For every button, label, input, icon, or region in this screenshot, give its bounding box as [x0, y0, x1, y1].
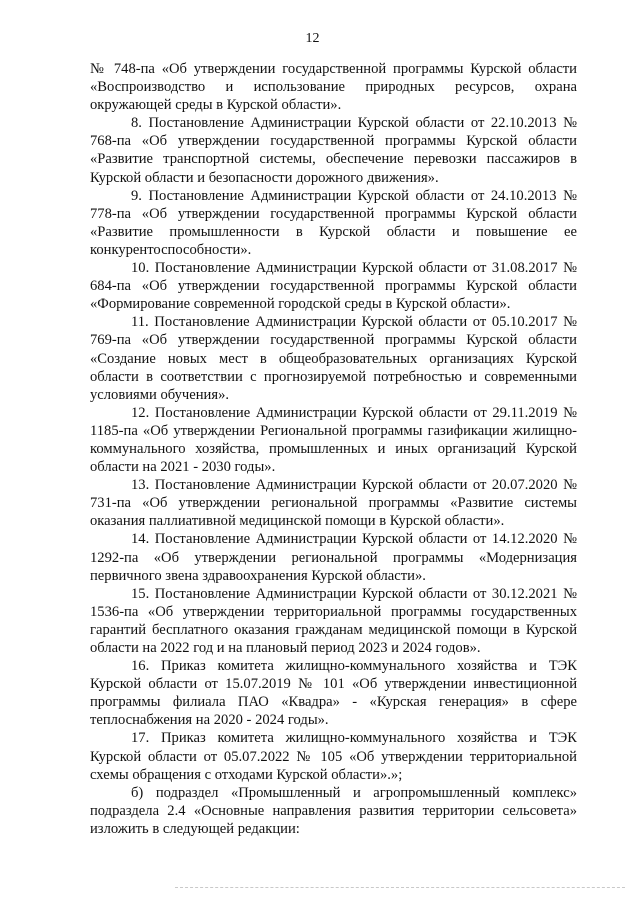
document-body: [90, 60, 577, 838]
page-number: 12: [305, 31, 320, 46]
paragraph: 10. Постановление Администрации Курской области от 31.08.2017 № 684-па «Об утверждении государственной программы Курской области «Формирование современной городской среды в Курской области».: [90, 260, 577, 313]
paragraph: 17. Приказ комитета жилищно-коммунального хозяйства и ТЭК Курской области от 05.07.2022 № 105 «Об утверждении территориальной схемы обращения с отходами Курской области».»;: [90, 730, 577, 783]
paragraph: 11. Постановление Администрации Курской области от 05.10.2017 № 769-па «Об утверждении государственной программы Курской области «Создание новых мест в общеобразовательных организациях Курской области в соответствии с прогнозируемой потребностью и современными условиями обучения».: [90, 314, 577, 403]
footer-divider: [175, 887, 625, 888]
paragraph: 12. Постановление Администрации Курской области от 29.11.2019 № 1185-па «Об утверждении Региональной программы газификации жилищно-коммунального хозяйства, промышленных и иных организаций Курской области на 2021 - 2030 годы».: [90, 404, 577, 476]
paragraph: б) подраздел «Промышленный и агропромышленный комплекс» подраздела 2.4 «Основные направления развития территории сельсовета» изложить в следующей редакции:: [90, 784, 577, 837]
paragraph: № 748-па «Об утверждении государственной программы Курской области «Воспроизводство и использование природных ресурсов, охрана окружающей среды в Курской области».: [90, 61, 577, 114]
paragraph: 15. Постановление Администрации Курской области от 30.12.2021 № 1536-па «Об утверждении территориальной программы государственных гарантий бесплатного оказания гражданам медицинской помощи в Курской области на 2022 год и на плановый период 2023 и 2024 годов».: [90, 585, 577, 656]
paragraph: 13. Постановление Администрации Курской области от 20.07.2020 № 731-па «Об утверждении региональной программы «Развитие системы оказания паллиативной медицинской помощи в Курской области».: [90, 477, 577, 530]
paragraph: 9. Постановление Администрации Курской области от 24.10.2013 № 778-па «Об утверждении государственной программы Курской области «Развитие промышленности в Курской области и повышение ее конкурентоспособности».: [90, 187, 577, 258]
paragraph: 8. Постановление Администрации Курской области от 22.10.2013 № 768-па «Об утверждении государственной программы Курской области «Развитие транспортной системы, обеспечение перевозки пассажиров в Курской области и безопасности дорожного движения».: [90, 115, 577, 186]
paragraph: 14. Постановление Администрации Курской области от 14.12.2020 № 1292-па «Об утверждении региональной программы «Модернизация первичного звена здравоохранения Курской области».: [90, 531, 577, 584]
paragraph: 16. Приказ комитета жилищно-коммунального хозяйства и ТЭК Курской области от 15.07.2019 № 101 «Об утверждении инвестиционной программы филиала ПАО «Квадра» - «Курская генерация» в сфере теплоснабжения на 2020 - 2024 годы».: [90, 658, 577, 729]
